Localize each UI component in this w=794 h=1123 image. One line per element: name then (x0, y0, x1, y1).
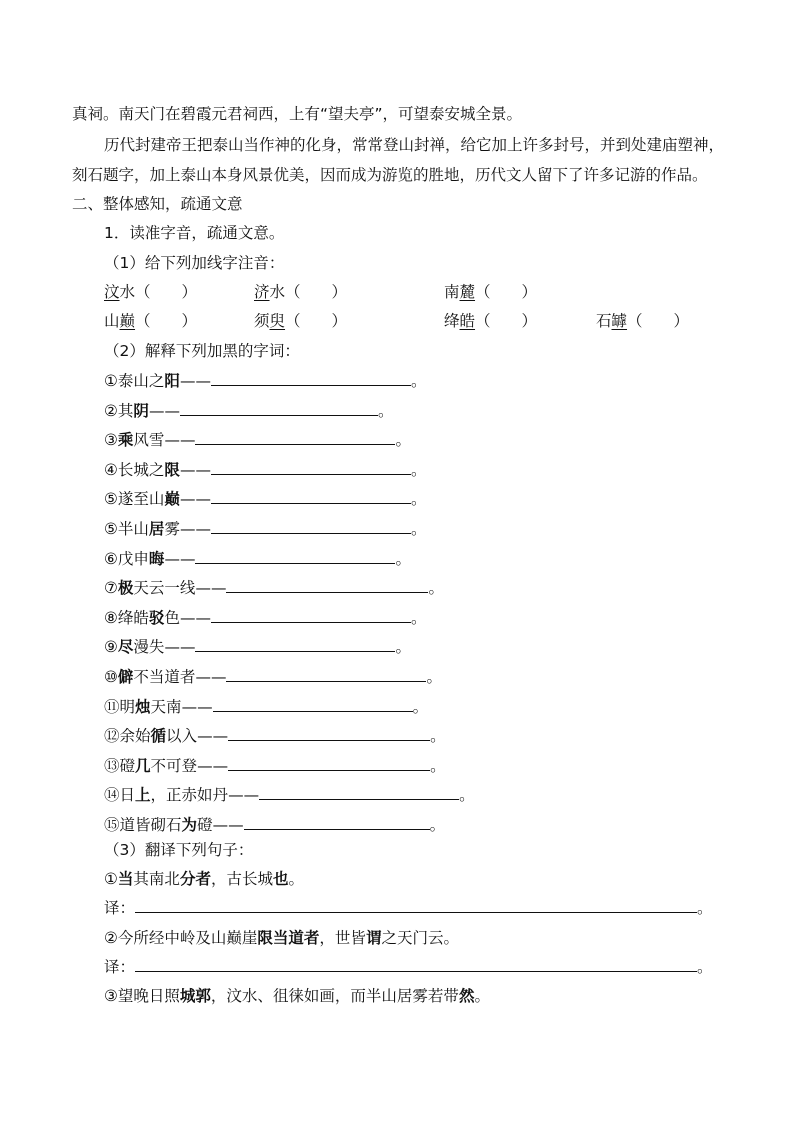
part1-heading: （1）给下列加线字注音： (104, 254, 285, 272)
dash: —— (195, 668, 227, 686)
answer-blank[interactable] (211, 459, 411, 475)
bold-word: 僻 (117, 668, 134, 686)
translation-blank[interactable] (135, 956, 697, 972)
intro-line-3: 刻石题字，加上泰山本身风景优美，因而成为游览的胜地，历代文人留下了许多记游的作品。 (72, 166, 708, 184)
item-number: ⑤ (104, 490, 118, 508)
dash: —— (195, 579, 227, 597)
dash: —— (164, 550, 196, 568)
vocab-item: ⑥戊申晦—— 。 (104, 550, 411, 568)
answer-blank[interactable] (213, 696, 413, 712)
answer-blank[interactable] (180, 400, 378, 416)
answer-blank[interactable] (226, 577, 428, 593)
underlined-char: 巅 (119, 312, 136, 330)
intro-line-1: 真祠。南天门在碧霞元君祠西，上有“望夫亭”，可望泰安城全景。 (72, 105, 523, 123)
item-number: ⑫ (104, 727, 120, 745)
answer-paren[interactable]: （ ） (475, 312, 538, 330)
item-number: ② (104, 402, 118, 420)
answer-blank[interactable] (259, 784, 459, 800)
vocab-item: ④长城之限—— 。 (104, 461, 427, 479)
underlined-char: 皓 (459, 312, 476, 330)
vocab-item: ⑨尽漫失—— 。 (104, 638, 411, 656)
vocab-item: ⑦极天云一线—— 。 (104, 579, 444, 597)
answer-blank[interactable] (211, 370, 411, 386)
dash: —— (228, 786, 260, 804)
item-number: ⑭ (104, 786, 120, 804)
pinyin-item: 石罅（ ） (596, 312, 690, 330)
item-number: ⑧ (104, 609, 118, 627)
vocab-item: ⑭日上，正赤如丹—— 。 (104, 786, 475, 804)
bold-word: 尽 (117, 638, 134, 656)
item-number: ④ (104, 461, 118, 479)
task-heading: 1．读准字音，疏通文意。 (104, 224, 285, 242)
dash: —— (179, 461, 211, 479)
answer-blank[interactable] (195, 548, 395, 564)
item-number: ⑮ (104, 816, 120, 834)
vocab-item: ⑤遂至山巅—— 。 (104, 490, 427, 508)
answer-blank[interactable] (244, 814, 430, 830)
translate-label: 译： (104, 958, 136, 976)
bold-word: 巅 (164, 490, 180, 508)
answer-paren[interactable]: （ ） (285, 283, 348, 301)
vocab-item: ⑫余始循以入—— 。 (104, 727, 446, 745)
answer-blank[interactable] (226, 666, 426, 682)
dash: —— (164, 638, 196, 656)
item-number: ⑦ (104, 579, 118, 597)
vocab-item: ②其阴—— 。 (104, 402, 394, 420)
answer-paren[interactable]: （ ） (135, 312, 198, 330)
dash: —— (197, 727, 229, 745)
item-number: ⑩ (104, 668, 118, 686)
dash: —— (212, 816, 244, 834)
vocab-item: ③乘风雪—— 。 (104, 431, 411, 449)
item-number: ⑬ (104, 757, 120, 775)
bold-word: 阳 (164, 372, 180, 390)
vocab-item: ⑪明烛天南—— 。 (104, 698, 429, 716)
dash: —— (179, 609, 211, 627)
answer-blank[interactable] (195, 429, 395, 445)
dash: —— (179, 490, 211, 508)
translate-label: 译： (104, 899, 136, 917)
dash: —— (181, 698, 213, 716)
dash: —— (164, 431, 196, 449)
vocab-item: ⑮道皆砌石为磴—— 。 (104, 816, 446, 834)
answer-paren[interactable]: （ ） (627, 312, 690, 330)
item-number: ① (104, 372, 118, 390)
bold-word: 为 (181, 816, 198, 834)
vocab-item: ⑤半山居雾—— 。 (104, 520, 427, 538)
translation-line: 译： 。 (104, 958, 713, 976)
pinyin-item: 南麓（ ） (444, 283, 538, 301)
answer-blank[interactable] (211, 488, 411, 504)
pinyin-item: 济水（ ） (254, 283, 348, 301)
vocab-item: ①泰山之阳—— 。 (104, 372, 427, 390)
answer-blank[interactable] (195, 636, 395, 652)
vocab-item: ⑩僻不当道者—— 。 (104, 668, 442, 686)
bold-word: 上 (135, 786, 151, 804)
vocab-item: ⑧绛皓驳色—— 。 (104, 609, 427, 627)
answer-blank[interactable] (211, 518, 411, 534)
part2-heading: （2）解释下列加黑的字词： (104, 342, 300, 360)
bold-word: 晦 (148, 550, 165, 568)
bold-word: 循 (150, 727, 167, 745)
dash: —— (179, 372, 211, 390)
item-number: ③ (104, 431, 118, 449)
underlined-char: 麓 (459, 283, 476, 301)
pinyin-item: 山巅（ ） (104, 312, 198, 330)
part3-heading: （3）翻译下列句子： (104, 841, 254, 859)
intro-line-2: 历代封建帝王把泰山当作神的化身，常常登山封禅，给它加上许多封号，并到处建庙塑神， (104, 136, 725, 154)
bold-word: 乘 (117, 431, 134, 449)
item-number: ⑨ (104, 638, 118, 656)
underlined-char: 济 (254, 283, 270, 301)
bold-word: 驳 (148, 609, 165, 627)
item-number: ⑤ (104, 520, 118, 538)
pinyin-item: 绛皓（ ） (444, 312, 538, 330)
bold-word: 极 (117, 579, 134, 597)
bold-word: 烛 (135, 698, 151, 716)
answer-paren[interactable]: （ ） (475, 283, 538, 301)
translation-blank[interactable] (135, 897, 697, 913)
answer-paren[interactable]: （ ） (285, 312, 348, 330)
dash: —— (179, 520, 211, 538)
answer-blank[interactable] (211, 607, 411, 623)
underlined-char: 罅 (611, 312, 628, 330)
underlined-char: 臾 (269, 312, 286, 330)
bold-word: 限 (164, 461, 180, 479)
translation-line: 译： 。 (104, 899, 713, 917)
sentence-1: ①当其南北分者，古长城也。 (104, 870, 304, 888)
bold-word: 几 (135, 757, 151, 775)
section-heading: 二、整体感知，疏通文意 (72, 195, 243, 213)
item-number: ⑥ (104, 550, 118, 568)
pinyin-item: 汶水（ ） (104, 283, 198, 301)
dash: —— (148, 402, 180, 420)
bold-word: 居 (148, 520, 165, 538)
answer-blank[interactable] (228, 755, 430, 771)
dash: —— (197, 757, 229, 775)
item-number: ⑪ (104, 698, 120, 716)
answer-paren[interactable]: （ ） (135, 283, 198, 301)
sentence-2: ②今所经中岭及山巅崖限当道者，世皆谓之天门云。 (104, 929, 459, 947)
pinyin-item: 须臾（ ） (254, 312, 348, 330)
sentence-3: ③望晚日照城郭，汶水、徂徕如画，而半山居雾若带然。 (104, 987, 490, 1005)
underlined-char: 汶 (104, 283, 120, 301)
answer-blank[interactable] (228, 725, 430, 741)
vocab-item: ⑬磴几不可登—— 。 (104, 757, 446, 775)
bold-word: 阴 (133, 402, 149, 420)
